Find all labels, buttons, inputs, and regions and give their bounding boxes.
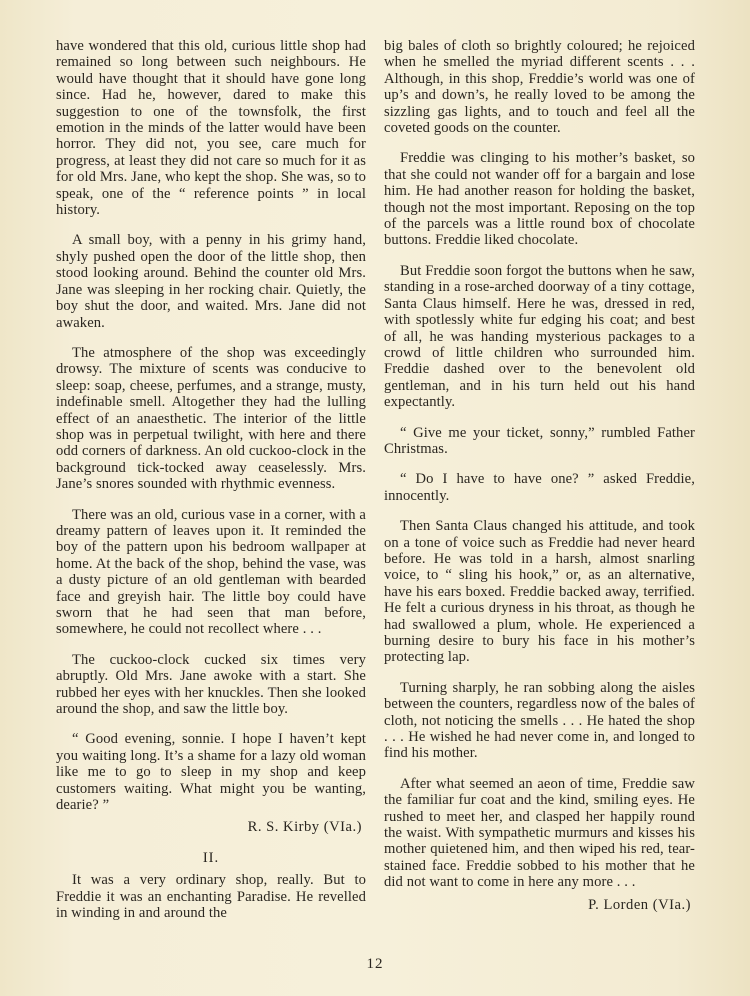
paragraph: have wondered that this old, curious little shop had remained so long between such neighbours. He would have thought that it should have gone long since. Had he, however, dared to make this suggestion to one of the townsfolk, the first emotion in the minds of the latter would have been horror. They did not, you see, care much for progress, at least they did not care so much for it as for old Mrs. Jane, who kept the shop. She was, so to speak, one of the “ reference points ” in local history. (56, 38, 366, 219)
paragraph: A small boy, with a penny in his grimy hand, shyly pushed open the door of the little shop, then stood looking around. Behind the counter old Mrs. Jane was sleeping in her rocking chair. Quietly, the boy shut the door, and waited. Mrs. Jane did not awaken. (56, 232, 366, 331)
paragraph: “ Give me your ticket, sonny,” rumbled Father Christmas. (384, 424, 695, 457)
paragraph: But Freddie soon forgot the buttons when he saw, standing in a rose-arched doorway of a tiny cottage, Santa Claus himself. Here he was, dressed in red, with spotlessly white fur edging his coat; and best of all, he was handing mysterious packages to a crowd of little children who surrounded him. Freddie dashed over to the benevolent old gentleman, and in his turn held out his hand expectantly. (384, 262, 695, 411)
page-number: 12 (366, 956, 384, 972)
paragraph: After what seemed an aeon of time, Freddie saw the familiar fur coat and the kind, smiling eyes. He rushed to meet her, and clasped her happily round the waist. With sympathetic murmurs and kisses his mother quietened him, and then wiped his red, tear-stained face. Freddie sobbed to his mother that he did not want to come in here any more . . . (384, 775, 695, 891)
author-signature: R. S. Kirby (VIa.) (247, 819, 362, 836)
left-column (56, 38, 366, 936)
paragraph: It was a very ordinary shop, really. But to Freddie it was an enchanting Paradise. He revelled in winding in and around the (56, 872, 366, 922)
author-signature: P. Lorden (VIa.) (588, 896, 691, 913)
paragraph: Freddie was clinging to his mother’s basket, so that she could not wander off for a bargain and lose him. He had another reason for holding the basket, though not the most important. Reposing on the top of the parcels was a little round box of chocolate buttons. Freddie liked chocolate. (384, 150, 695, 249)
paragraph: “ Do I have to have one? ” asked Freddie, innocently. (384, 471, 695, 504)
section-heading: II. (202, 849, 220, 866)
paragraph: Then Santa Claus changed his attitude, and took on a tone of voice such as Freddie had never heard before. He was told in a harsh, almost snarling voice, to “ sling his hook,” or, as an alternative, have his ears boxed. Freddie backed away, terrified. He felt a curious dryness in his throat, as though he had swallowed a plum, whole. He experienced a burning desire to bury his face in his mother’s protecting lap. (384, 518, 695, 666)
paragraph: The atmosphere of the shop was exceedingly drowsy. The mixture of scents was conducive to sleep: soap, cheese, perfumes, and a strange, musty, indefinable smell. Altogether they had the lulling effect of an anaesthetic. The interior of the little shop was in perpetual twilight, with here and there odd corners of darkness. An old cuckoo-clock in the background tick-tocked away ceaselessly. Mrs. Jane’s snores sounded with rhythmic evenness. (56, 344, 366, 493)
paragraph: There was an old, curious vase in a corner, with a dreamy pattern of leaves upon it. It reminded the boy of the pattern upon his bedroom wallpaper at home. At the back of the shop, behind the vase, was a dusty picture of an old gentleman with bearded face and greyish hair. The little boy could have sworn that he had seen that man before, somewhere, he could not recollect where . . . (56, 506, 366, 638)
paragraph: The cuckoo-clock cucked six times very abruptly. Old Mrs. Jane awoke with a start. She rubbed her eyes with her knuckles. Then she looked around the shop, and saw the little boy. (56, 651, 366, 718)
paragraph: “ Good evening, sonnie. I hope I haven’t kept you waiting long. It’s a shame for a lazy old woman like me to go to sleep in my shop and keep customers waiting. What might you be wanting, dearie? ” (56, 731, 366, 814)
paragraph: Turning sharply, he ran sobbing along the aisles between the counters, regardless now of the bales of cloth, not noticing the smells . . . He hated the shop . . . He wished he had never come in, and longed to find his mother. (384, 679, 695, 762)
paragraph: big bales of cloth so brightly coloured; he rejoiced when he smelled the myriad different scents . . . Although, in this shop, Freddie’s world was one of up’s and down’s, he really loved to be among the sizzling gas lights, and to touch and feel all the coveted goods on the counter. (384, 38, 695, 137)
right-column (384, 38, 695, 927)
